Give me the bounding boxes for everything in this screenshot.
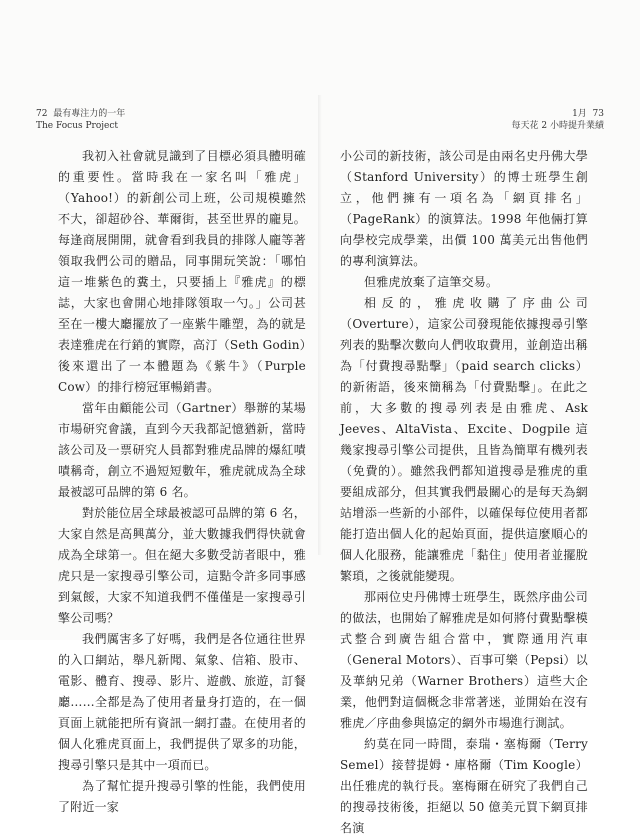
right-paragraph-3: 那兩位史丹佛博士班學生，既然序曲公司的做法，也開始了解雅虎是如何將付費點擊模式整合到廣告組合當中，實際通用汽車（General Motors）、百事可樂（Pepsi）以及華納兄弟（Warner Brothers）這些大企業，他們對這個概念非常著迷，並開始在沒有雅虎／序曲參與協定的網外市場進行測試。 bbox=[340, 590, 588, 730]
left-page-number: 72 bbox=[36, 109, 48, 119]
left-paragraph-2: 當年由顧能公司（Gartner）舉辦的某場市場研究會議，直到今天我都記憶猶新，當時該公司及一票研究人員都對雅虎品牌的爆紅嘖嘖稱奇，創立不過短短數年，雅虎就成為全球最被認可品牌的第 6 名。 bbox=[58, 401, 306, 499]
left-paragraph-3: 對於能位居全球最被認可品牌的第 6 名，大家自然是高興萬分，並大數據我們得快就會成為全球第一。但在絕大多數受訪者眼中，雅虎只是一家搜尋引擎公司，這點令許多同事感到氣餒，大家不知道我們不僅僅是一家搜尋引擎公司嗎？ bbox=[58, 506, 306, 625]
right-page-header bbox=[512, 108, 604, 132]
left-book-subtitle: The Focus Project bbox=[36, 121, 119, 131]
right-page-number: 73 bbox=[592, 109, 604, 119]
right-paragraph-4: 約莫在同一時間，泰瑞・塞梅爾（Terry Semel）接替提姆・庫格爾（Tim Koogle）出任雅虎的執行長。塞梅爾在研究了我們自己的搜尋技術後，拒絕以 50 億美元買下網頁排名演 bbox=[340, 737, 588, 835]
left-paragraph-4: 我們厲害多了好嗎，我們是各位通往世界的入口網站，舉凡新聞、氣象、信箱、股市、電影、體育、搜尋、影片、遊戲、旅遊，訂餐廳……全都是為了使用者量身打造的，在一個頁面上就能把所有資訊一網打盡。在使用者的個人化雅虎頁面上，我們提供了眾多的功能，搜尋引擎只是其中一項而已。 bbox=[58, 632, 306, 772]
left-page-header bbox=[36, 108, 125, 132]
right-running-head bbox=[512, 108, 604, 120]
left-book-title: 最有專注力的一年 bbox=[53, 109, 126, 119]
right-paragraph-continued: 小公司的新技術，該公司是由兩名史丹佛大學（Stanford University）的博士班學生創立，他們擁有一項名為「網頁排名」（PageRank）的演算法。1998 年他倆打算向學校完成學業，出價 100 萬美元出售他們的專利演算法。 bbox=[340, 149, 588, 268]
book-gutter bbox=[318, 95, 322, 555]
right-paragraph-2: 相反的，雅虎收購了序曲公司（Overture），這家公司發現能依據搜尋引擎列表的點擊次數向人們收取費用，並創造出稱為「付費搜尋點擊」（paid search clicks）的新術語，後來簡稱為「付費點擊」。在此之前，大多數的搜尋列表是由雅虎、Ask Jeeves、AltaVista、Excite、Dogpile 這幾家搜尋引擎公司提供，且皆為簡單有機列表（免費的）。雖然我們都知道搜尋是雅虎的重要組成部分，但其實我們最關心的是每天為網站增添一些新的小部件，以確保每位使用者都能打造出個人化的起始頁面，提供這麼順心的個人化服務，能讓雅虎「黏住」使用者並擺脫繁瑣，之後就能變現。 bbox=[340, 296, 588, 583]
left-running-head bbox=[36, 108, 125, 120]
right-page-body bbox=[340, 146, 588, 839]
left-paragraph-1: 我初入社會就見識到了目標必須具體明確的重要性。當時我在一家名叫「雅虎」（Yahoo!）的新創公司上班，公司規模雖然不大，卻超砂谷、華爾街，甚至世界的龐見。每逢商展開開，就會看到我員的排隊人龐等著領取我們公司的贈品，同事開玩笑說：「哪怕這一堆紫色的糞土，只要插上『雅虎』的標誌，大家也會開心地排隊領取一勺。」公司甚至在一樓大廳擺放了一座紫牛雕塑，為的就是表達雅虎在行銷的實際，高汀（Seth Godin）後來還出了一本體題為《紫牛》（Purple Cow）的排行榜冠軍暢銷書。 bbox=[58, 149, 306, 394]
left-paragraph-5: 為了幫忙提升搜尋引擎的性能，我們使用了附近一家 bbox=[58, 779, 306, 814]
left-page-body bbox=[58, 146, 306, 818]
right-chapter-subtitle: 每天花 2 小時提升業績 bbox=[511, 121, 604, 131]
right-paragraph-1: 但雅虎放棄了這筆交易。 bbox=[364, 275, 499, 289]
right-chapter-title: 1月 bbox=[572, 109, 587, 119]
